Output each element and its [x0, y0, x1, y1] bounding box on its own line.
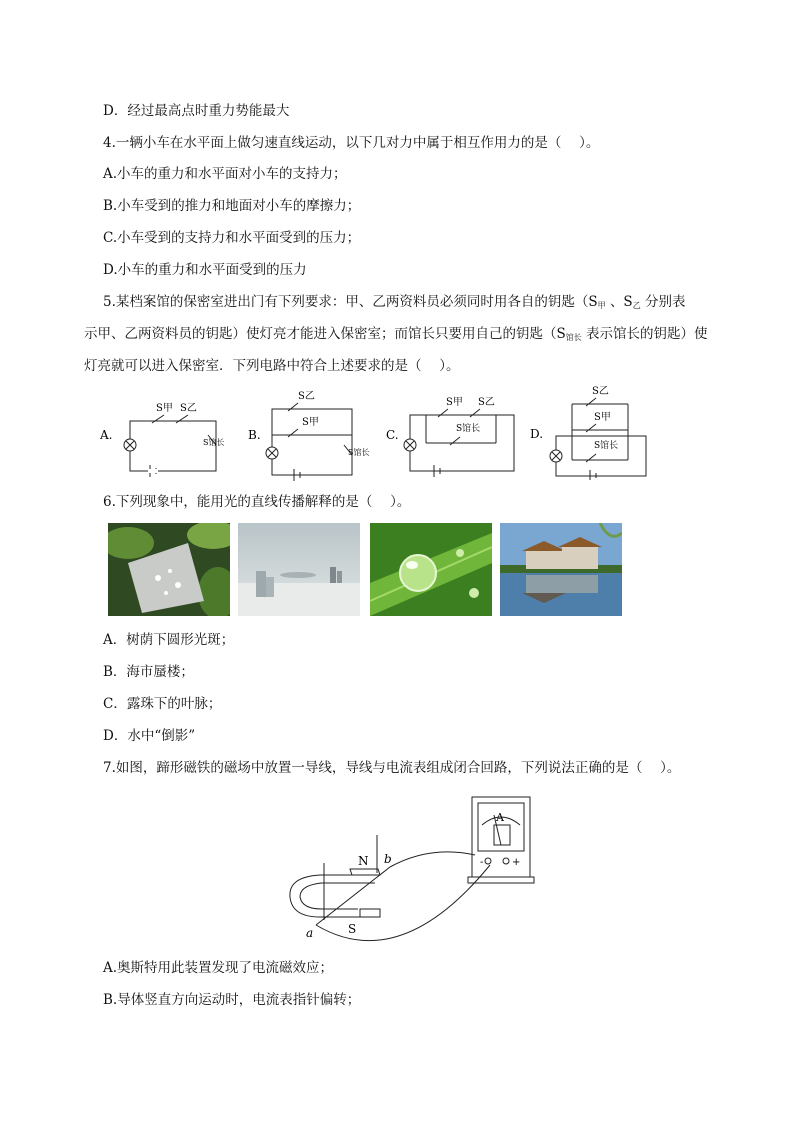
q5-text-4: 示甲、乙两资料员的钥匙）使灯亮才能进入保密室；而馆长只要用自己的钥匙（S: [84, 326, 566, 342]
circuit-a-label: A.: [100, 428, 113, 442]
meter-plus: +: [512, 857, 521, 868]
circuit-d-s-guan: S馆长: [594, 441, 619, 451]
magnet-n-label: N: [358, 854, 369, 868]
q5-sub-guan: 馆长: [565, 333, 582, 342]
q4-option-b: B.小车受到的推力和地面对小车的摩擦力；: [103, 198, 361, 214]
q5-stem-line3: 灯亮就可以进入保密室．下列电路中符合上述要求的是（ ）。: [84, 358, 460, 374]
circuit-d-label: D.: [530, 427, 544, 441]
q4-stem: 4.一辆小车在水平面上做匀速直线运动，以下几对力中属于相互作用力的是（ ）。: [103, 135, 600, 151]
circuit-b-s-guan: S馆长: [348, 448, 370, 457]
circuit-c-s-jia: S甲: [446, 397, 463, 408]
circuit-c-s-guan: S馆长: [456, 424, 481, 434]
photo-water-reflection: [500, 523, 622, 616]
wire-b-label: b: [384, 852, 392, 866]
q6-option-d: D．水中“倒影”: [103, 728, 196, 744]
q6-option-a: A．树荫下圆形光斑；: [103, 632, 235, 648]
q6-option-c: C．露珠下的叶脉；: [103, 696, 222, 712]
q7-option-b: B.导体竖直方向运动时，电流表指针偏转；: [103, 992, 361, 1008]
circuit-c-s-yi: S乙: [478, 397, 495, 408]
q4-option-c: C.小车受到的支持力和水平面受到的压力；: [103, 230, 361, 246]
photo-dew-drop: [370, 523, 492, 616]
circuit-c: [386, 383, 521, 478]
circuit-b-s-jia: S甲: [302, 417, 319, 428]
circuit-b: [248, 383, 373, 483]
circuit-a-s-guan: S馆长: [203, 438, 225, 447]
circuit-d-s-jia: S甲: [594, 412, 611, 423]
figure-magnet-galvanometer: [280, 785, 540, 945]
meter-a-label: A: [496, 811, 504, 824]
circuit-a: [100, 383, 225, 478]
q5-text-1: 5.某档案馆的保密室进出门有下列要求：甲、乙两资料员必须同时用各自的钥匙（S: [103, 294, 598, 310]
q7-stem: 7.如图，蹄形磁铁的磁场中放置一导线，导线与电流表组成闭合回路，下列说法正确的是（ ）。: [103, 760, 681, 776]
q6-option-b: B．海市蜃楼；: [103, 664, 194, 680]
q6-stem: 6.下列现象中，能用光的直线传播解释的是（ ）。: [103, 494, 411, 510]
q5-sub-jia: 甲: [597, 301, 606, 310]
q3-option-d: D．经过最高点时重力势能最大: [103, 103, 290, 119]
photo-mirage: [238, 523, 360, 616]
photo-tree-shade: [108, 523, 230, 616]
circuit-d: [530, 380, 655, 480]
q4-option-d: D.小车的重力和水平面受到的压力: [103, 262, 307, 278]
circuit-b-s-yi: S乙: [298, 391, 315, 402]
circuit-a-s-jia: S甲: [156, 403, 173, 414]
wire-a-label: a: [306, 926, 314, 940]
q5-sub-yi: 乙: [632, 301, 641, 310]
circuit-d-s-yi: S乙: [592, 386, 609, 397]
q5-text-2: 、S: [609, 294, 633, 310]
q4-option-a: A.小车的重力和水平面对小车的支持力；: [103, 166, 347, 182]
q5-stem-line1: [103, 292, 685, 316]
circuit-c-label: C.: [386, 428, 399, 442]
q7-option-a: A.奥斯特用此装置发现了电流磁效应；: [103, 960, 334, 976]
q5-stem-line2: [84, 324, 708, 348]
magnet-s-label: S: [348, 922, 357, 936]
q5-text-5: 表示馆长的钥匙）使: [586, 326, 708, 342]
circuit-a-s-yi: S乙: [180, 403, 197, 414]
circuit-b-label: B.: [248, 428, 261, 442]
q5-text-3: 分别表: [644, 294, 686, 310]
meter-minus: -: [480, 857, 484, 868]
